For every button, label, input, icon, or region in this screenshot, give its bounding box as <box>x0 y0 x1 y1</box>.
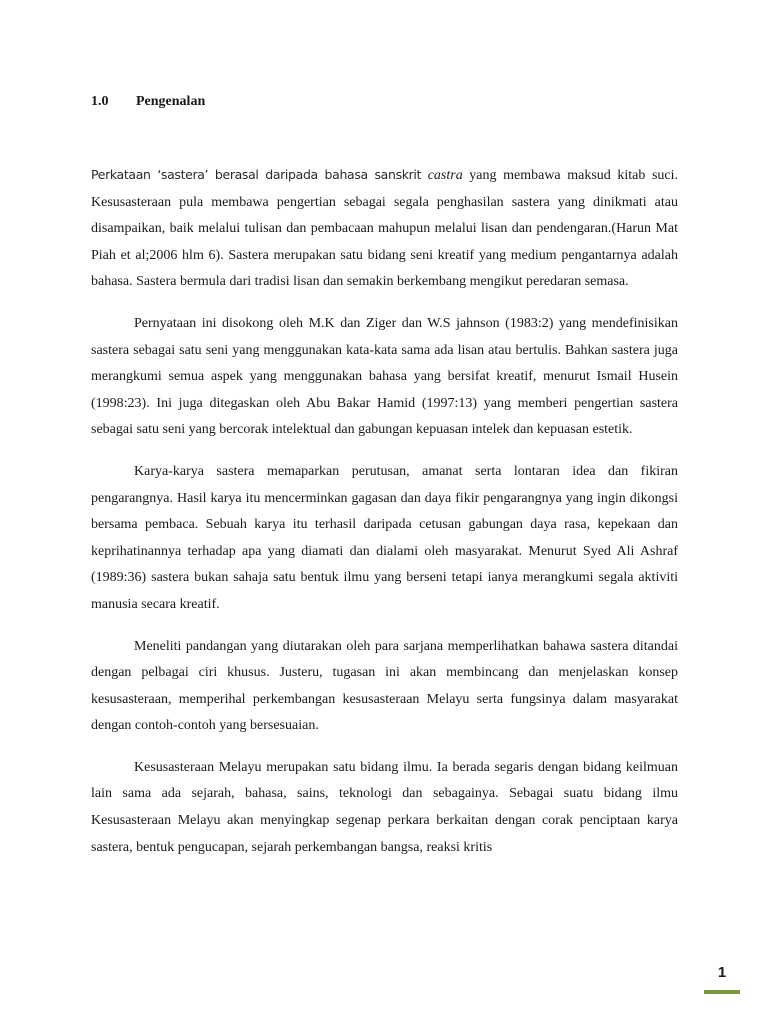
paragraph-1-rest: yang membawa maksud kitab suci. Kesusasteraan pula membawa pengertian sebagai segala penghasilan sastera yang dinikmati atau disampaikan, baik melalui tulisan dan pembacaan mahupun melalui lisan dan pendengaran.(Harun Mat Piah et al;2006 hlm 6). Sastera merupakan satu bidang seni kreatif yang medium pengantarnya adalah bahasa. Sastera bermula dari tradisi lisan dan semakin berkembang mengikut peredaran semasa. <box>91 168 679 290</box>
paragraph-1-italic-term: castra <box>427 168 463 183</box>
body-text <box>91 162 678 876</box>
paragraph-1 <box>91 162 678 296</box>
paragraph-2: Pernyataan ini disokong oleh M.K dan Ziger dan W.S jahnson (1983:2) yang mendefinisikan sastera sebagai satu seni yang menggunakan kata-kata sama ada lisan atau bertulis. Bahkan sastera juga merangkumi semua aspek yang menggunakan bahasa yang bersifat kreatif, menurut Ismail Husein (1998:23). Ini juga ditegaskan oleh Abu Bakar Hamid (1997:13) yang memberi pengertian sastera sebagai satu seni yang bercorak intelektual dan gabungan kepuasan intelek dan kepuasan estetik. <box>91 315 678 438</box>
section-title: Pengenalan <box>136 94 206 109</box>
page-number-underline <box>704 990 740 994</box>
paragraph-3: Karya-karya sastera memaparkan perutusan, amanat serta lontaran idea dan fikiran pengarangnya. Hasil karya itu mencerminkan gagasan dan daya fikir pengarangnya yang ingin dikongsi bersama pembaca. Sebuah karya itu terhasil daripada cetusan gabungan daya rasa, kepekaan dan keprihatinannya terhadap apa yang diamati dan dialami oleh masyarakat. Menurut Syed Ali Ashraf (1989:36) sastera bukan sahaja satu bentuk ilmu yang berseni tetapi ianya merangkumi segala aktiviti manusia secara kreatif. <box>91 463 678 612</box>
page-number: 1 <box>717 964 727 981</box>
section-heading <box>91 93 205 111</box>
paragraph-1-opening: Perkataan ‘sastera’ berasal daripada bahasa sanskrit <box>91 167 422 182</box>
paragraph-4: Meneliti pandangan yang diutarakan oleh para sarjana memperlihatkan bahawa sastera ditandai dengan pelbagai ciri khusus. Justeru, tugasan ini akan membincang dan menjelaskan konsep kesusasteraan, memperihal perkembangan kesusasteraan Melayu serta fungsinya dalam masyarakat dengan contoh-contoh yang bersesuaian. <box>91 638 678 734</box>
paragraph-5: Kesusasteraan Melayu merupakan satu bidang ilmu. Ia berada segaris dengan bidang keilmuan lain sama ada sejarah, bahasa, sains, teknologi dan sebagainya. Sebagai suatu bidang ilmu Kesusasteraan Melayu akan menyingkap segenap perkara berkaitan dengan corak penciptaan karya sastera, bentuk pengucapan, sejarah perkembangan bangsa, reaksi kritis <box>91 759 678 855</box>
section-number: 1.0 <box>91 94 109 109</box>
